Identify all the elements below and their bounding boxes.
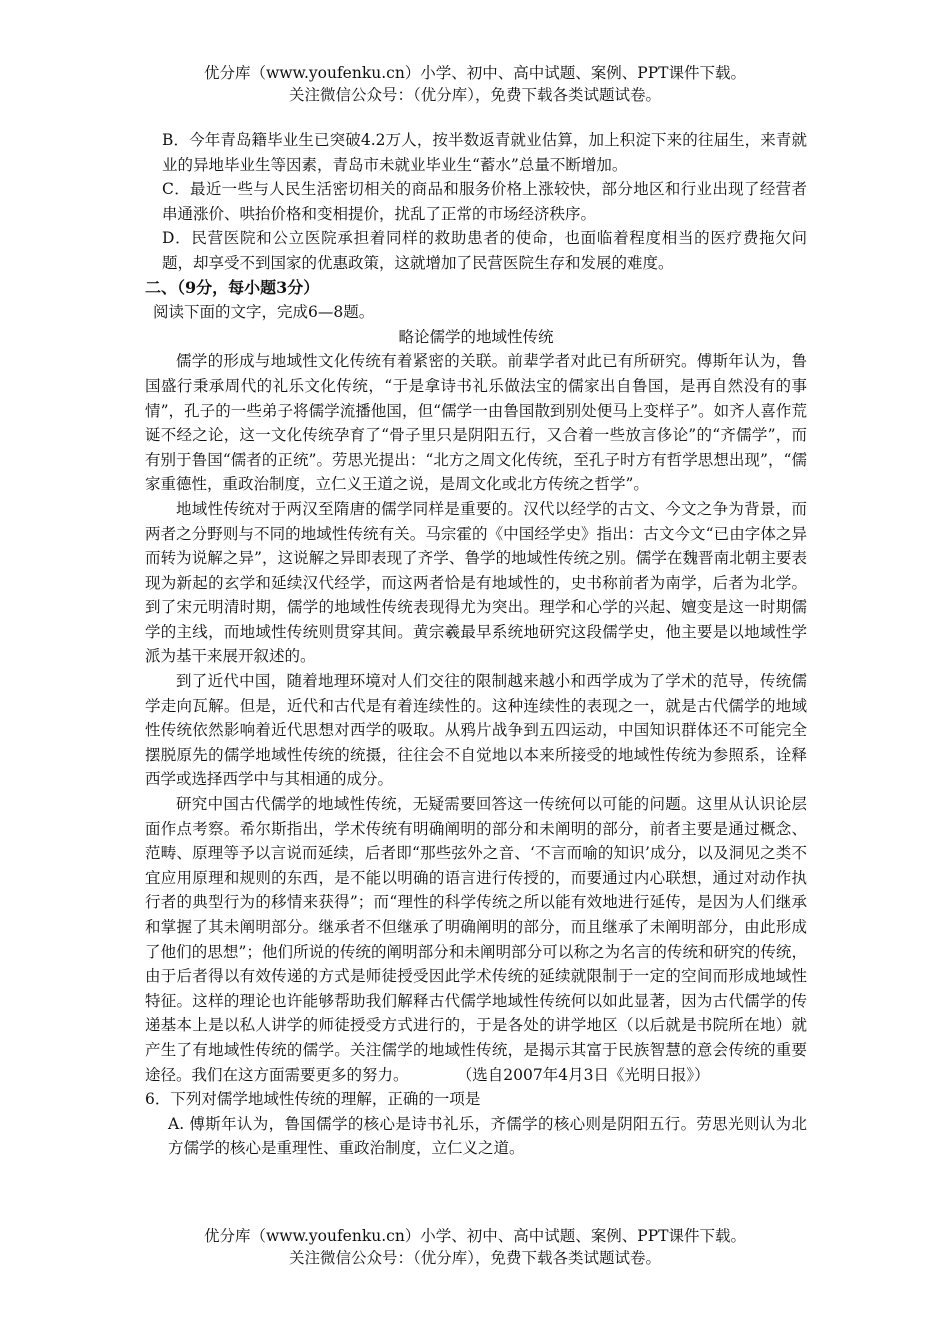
section-heading: 二、（9分，每小题3分） xyxy=(145,277,320,297)
page-footer xyxy=(0,1225,950,1269)
article-title: 略论儒学的地域性传统 xyxy=(398,327,554,346)
article-paragraph-1: 儒学的形成与地域性文化传统有着紧密的关联。前辈学者对此已有所研究。傅斯年认为，鲁国盛行秉承周代的礼乐文化传统，“于是拿诗书礼乐做法宝的儒家出自鲁国，是再自然没有的事情”，孔子的一些弟子将儒学流播他国，但“儒学一由鲁国散到别处便马上变样子”。如齐人喜作荒诞不经之论，这一文化传统孕育了“骨子里只是阴阳五行，又合着一些放言侈论”的“齐儒学”，而有别于鲁国“儒者的正统”。劳思光提出：“北方之周文化传统，至孔子时方有哲学思想出现”，“儒家重德性，重政治制度，立仁义王道之说，是周文化或北方传统之哲学”。 xyxy=(145,352,807,494)
article-paragraph-4-text: 研究中国古代儒学的地域性传统，无疑需要回答这一传统何以可能的问题。这里从认识论层面作点考察。希尔斯指出，学术传统有明确阐明的部分和未阐明的部分，前者主要是通过概念、范畴、原理等予以言说而延续，后者即“那些弦外之音、‘不言而喻的知识’成分，以及洞见之类不宜应用原理和规则的东西，是不能以明确的语言进行传授的，而要通过内心联想，通过对动作执行者的典型行为的移情来获得”；而“理性的科学传统之所以能有效地进行延传，是因为人们继承和掌握了其未阐明部分。继承者不但继承了明确阐明的部分，而且继承了未阐明部分，由此形成了他们的思想”；他们所说的传统的阐明部分和未阐明部分可以称之为名言的传统和研究的传统，由于后者得以有效传递的方式是师徒授受因此学术传统的延续就限制于一定的空间而形成地域性特征。这样的理论也许能够帮助我们解释古代儒学地域性传统何以如此显著，因为古代儒学的传递基本上是以私人讲学的师徒授受方式进行的，于是各处的讲学地区（以后就是书院所在地）就产生了有地域性传统的儒学。关注儒学的地域性传统，是揭示其富于民族智慧的意会传统的重要途径。我们在这方面需要更多的努力。 xyxy=(145,795,807,1084)
footer-line-1: 优分库（www.youfenku.cn）小学、初中、高中试题、案例、PPT课件下载。 xyxy=(203,1227,747,1245)
document-body xyxy=(145,128,807,1161)
article-paragraph-3: 到了近代中国，随着地理环境对人们交往的限制越来越小和西学成为了学术的范导，传统儒学走向瓦解。但是，近代和古代是有着连续性的。这种连续性的表现之一，就是古代儒学的地域性传统依然影响着近代思想对西学的吸取。从鸦片战争到五四运动，中国知识群体还不可能完全摆脱原先的儒学地域性传统的统摄，往往会不自觉地以本来所接受的地域性传统为参照系，诠释西学或选择西学中与其相通的成分。 xyxy=(145,672,807,789)
option-c: C．最近一些与人民生活密切相关的商品和服务价格上涨较快，部分地区和行业出现了经营者串通涨价、哄抬价格和变相提价，扰乱了正常的市场经济秩序。 xyxy=(162,180,807,223)
header-line-2: 关注微信公众号：（优分库），免费下载各类试题试卷。 xyxy=(288,86,661,104)
question-6-option-a: A. 傅斯年认为，鲁国儒学的核心是诗书礼乐，齐儒学的核心则是阴阳五行。劳思光则认为北方儒学的核心是重理性、重政治制度，立仁义之道。 xyxy=(168,1114,807,1158)
option-b: B．今年青岛籍毕业生已突破4.2万人，按半数返青就业估算，加上积淀下来的往届生，来青就业的异地毕业生等因素，青岛市未就业毕业生“蓄水”总量不断增加。 xyxy=(162,131,807,174)
section-instruction: 阅读下面的文字，完成6—8题。 xyxy=(153,303,375,322)
page-header xyxy=(0,62,950,106)
option-d: D．民营医院和公立医院承担着同样的救助患者的使命，也面临着程度相当的医疗费拖欠问题，却享受不到国家的优惠政策，这就增加了民营医院生存和发展的难度。 xyxy=(162,229,807,272)
article-paragraph-4 xyxy=(145,792,807,1087)
question-6-stem: 6．下列对儒学地域性传统的理解，正确的一项是 xyxy=(145,1090,481,1109)
footer-line-2: 关注微信公众号：（优分库），免费下载各类试题试卷。 xyxy=(288,1249,661,1267)
article-source: （选自2007年4月3日《光明日报》） xyxy=(464,1065,710,1084)
header-line-1: 优分库（www.youfenku.cn）小学、初中、高中试题、案例、PPT课件下载。 xyxy=(203,64,747,82)
article-paragraph-2: 地域性传统对于两汉至隋唐的儒学同样是重要的。汉代以经学的古文、今文之争为背景，而两者之分野则与不同的地域性传统有关。马宗霍的《中国经学史》指出：古文今文“已由字体之异而转为说解之异”，这说解之异即表现了齐学、鲁学的地域性传统之别。儒学在魏晋南北朝主要表现为新起的玄学和延续汉代经学，而这两者恰是有地域性的，史书称前者为南学，后者为北学。到了宋元明清时期，儒学的地域性传统表现得尤为突出。理学和心学的兴起、嬗变是这一时期儒学的主线，而地域性传统则贯穿其间。黄宗羲最早系统地研究这段儒学史，他主要是以地域性学派为基干来展开叙述的。 xyxy=(145,499,807,666)
